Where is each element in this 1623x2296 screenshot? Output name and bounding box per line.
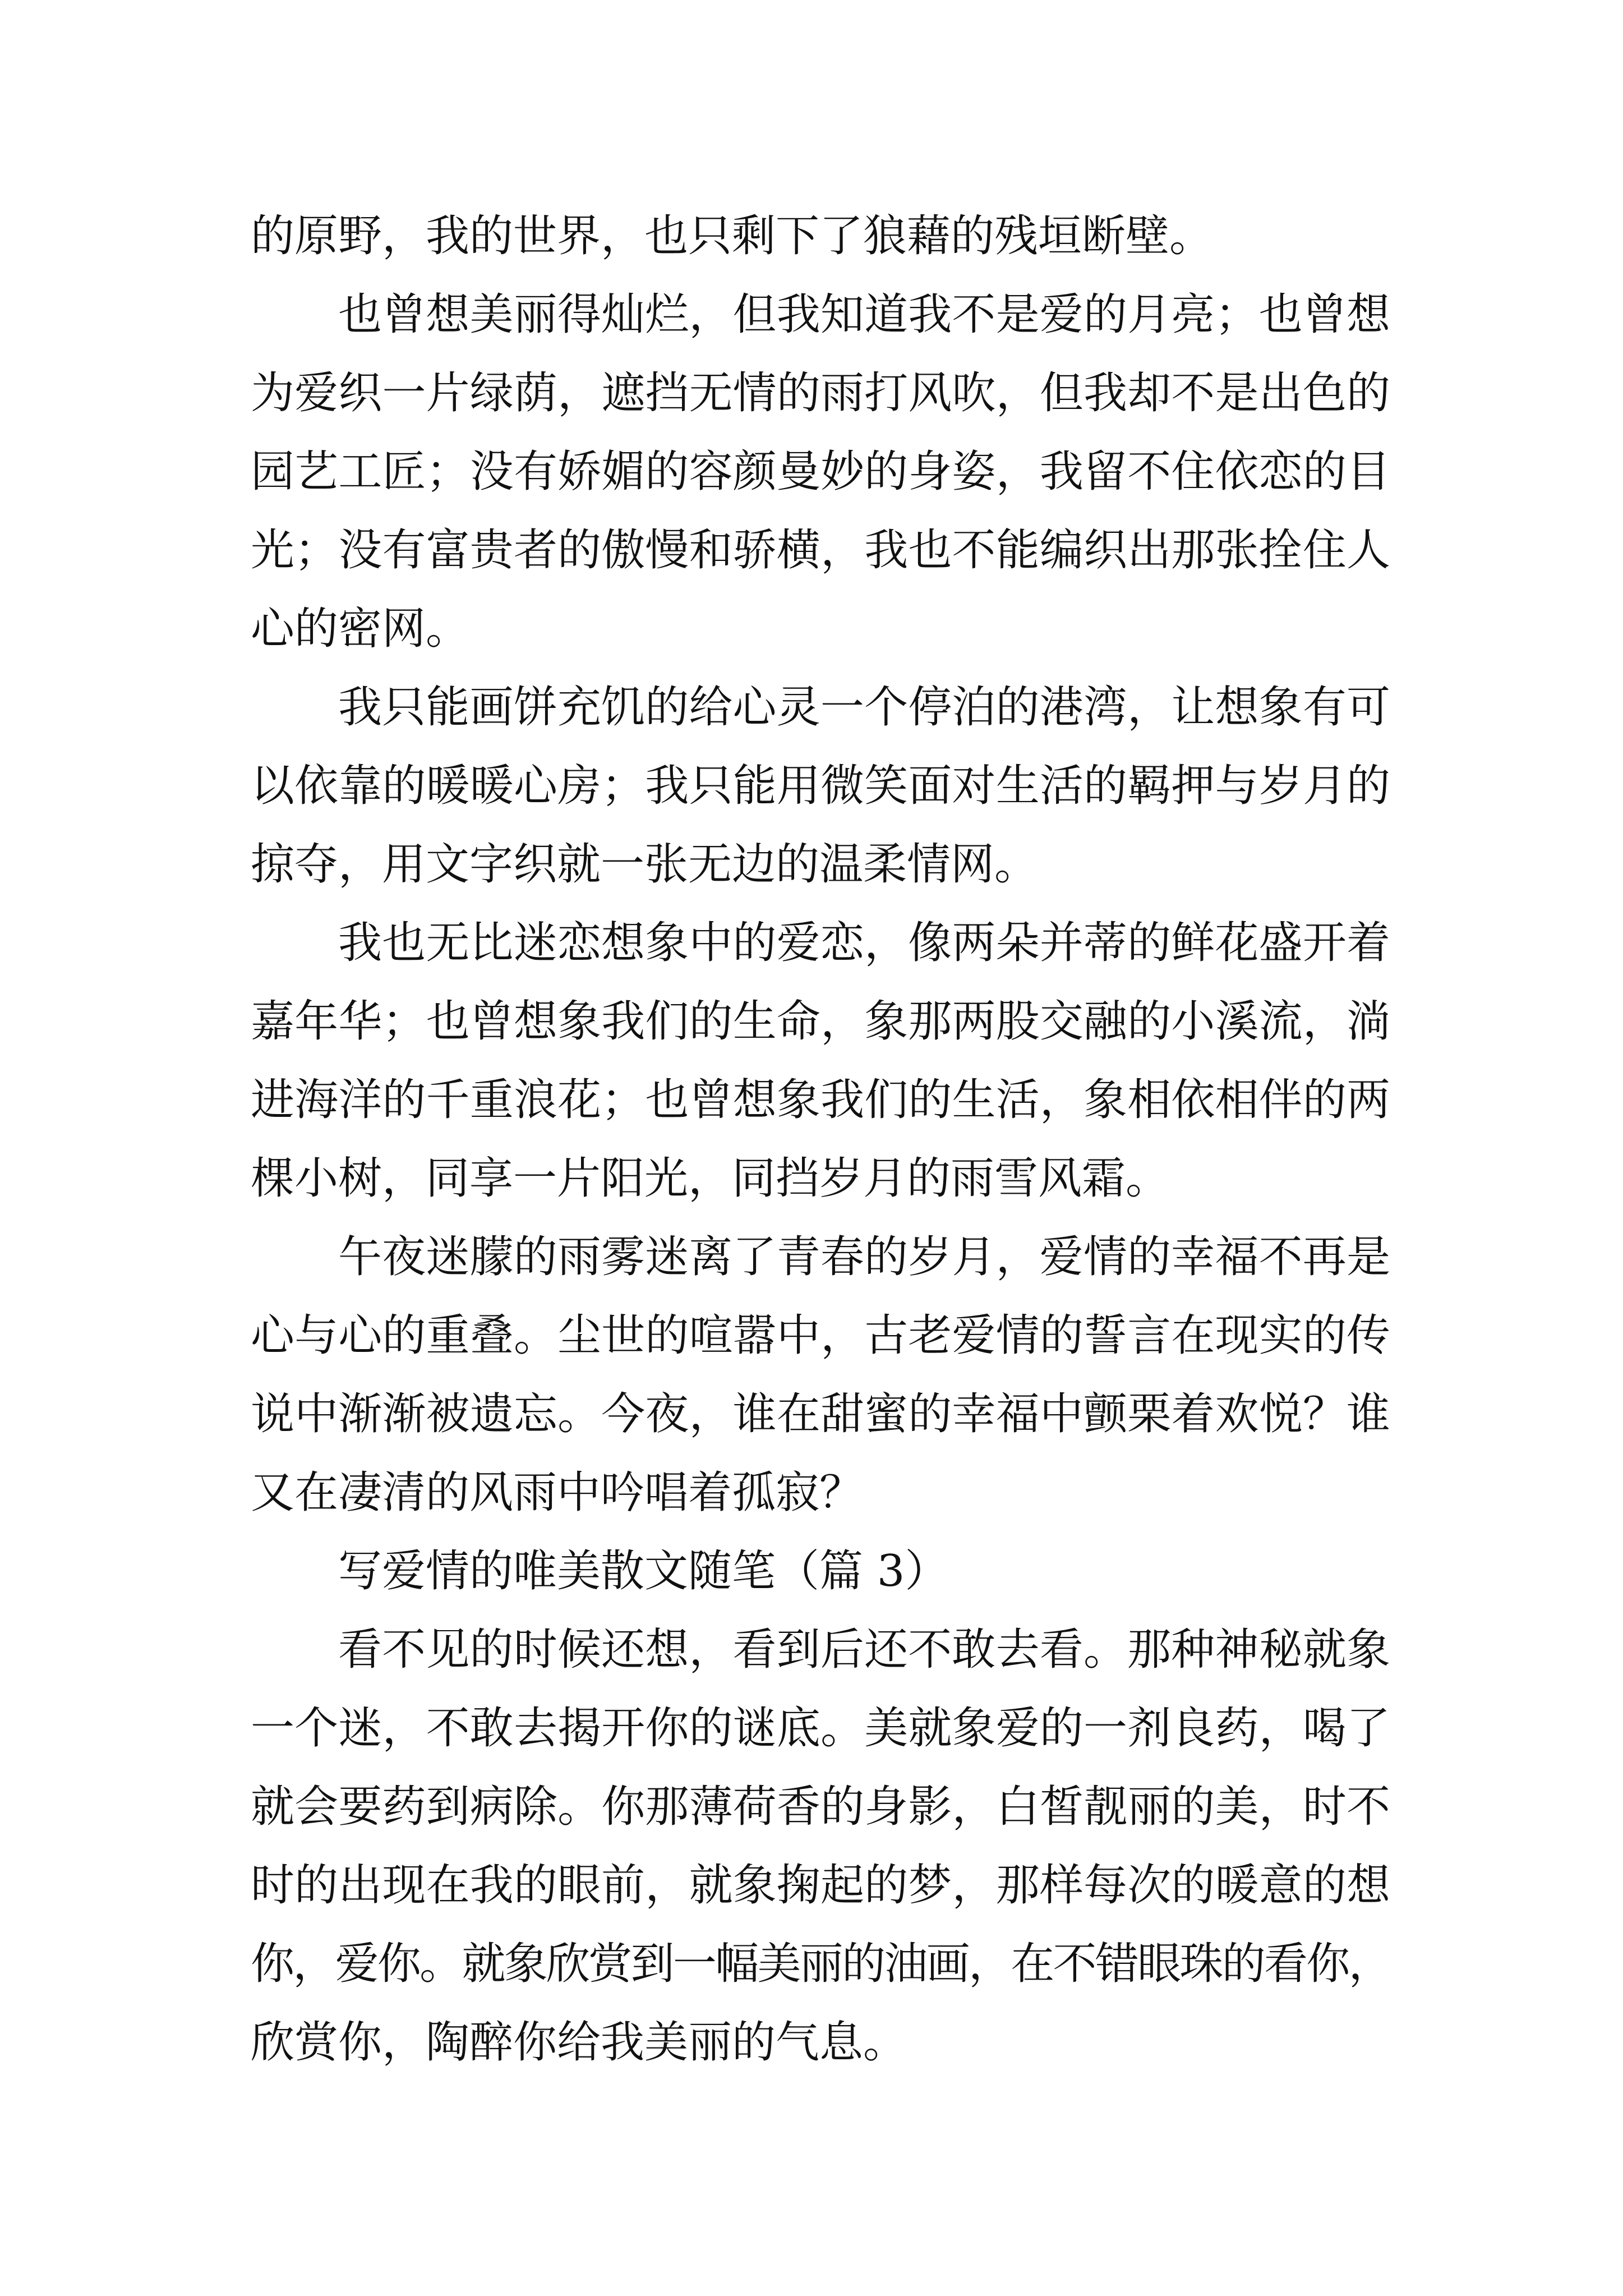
paragraph — [251, 197, 1390, 275]
text-line: 棵小树，同享一片阳光，同挡岁月的雨雪风霜。 — [251, 1153, 1170, 1204]
text-line: 光；没有富贵者的傲慢和骄横，我也不能编织出那张拴住人 — [251, 525, 1390, 576]
text-line: 嘉年华；也曾想象我们的生命，象那两股交融的小溪流，淌 — [251, 996, 1390, 1047]
text-line: 的原野，我的世界，也只剩下了狼藉的残垣断壁。 — [251, 211, 1214, 261]
section-heading-text: 写爱情的唯美散文随笔（篇 3） — [338, 1546, 949, 1596]
text-line: 为爱织一片绿荫，遮挡无情的雨打风吹，但我却不是出色的 — [251, 368, 1390, 418]
text-line: 进海洋的千重浪花；也曾想象我们的生活，象相依相伴的两 — [251, 1075, 1390, 1125]
text-line: 你，爱你。就象欣赏到一幅美丽的油画，在不错眼珠的看你， — [251, 1939, 1390, 1989]
text-line: 也曾想美丽得灿烂，但我知道我不是爱的月亮；也曾想 — [338, 289, 1390, 340]
text-line: 心的密网。 — [251, 604, 470, 654]
paragraph — [251, 1218, 1390, 1532]
text-line: 掠夺，用文字织就一张无边的温柔情网。 — [251, 839, 1039, 890]
text-line: 说中渐渐被遗忘。今夜，谁在甜蜜的幸福中颤栗着欢悦？谁 — [251, 1389, 1390, 1439]
text-line: 午夜迷朦的雨雾迷离了青春的岁月，爱情的幸福不再是 — [338, 1232, 1390, 1282]
paragraph — [251, 904, 1390, 1218]
section-heading — [251, 1532, 1390, 1611]
text-line: 又在凄清的风雨中吟唱着孤寂？ — [251, 1467, 864, 1518]
text-body — [251, 197, 1390, 2082]
paragraph — [251, 668, 1390, 904]
text-line: 我也无比迷恋想象中的爱恋，像两朵并蒂的鲜花盛开着 — [338, 918, 1390, 968]
text-line: 时的出现在我的眼前，就象掬起的梦，那样每次的暖意的想 — [251, 1860, 1390, 1911]
text-line: 就会要药到病除。你那薄荷香的身影，白皙靓丽的美，时不 — [251, 1782, 1390, 1832]
text-line: 园艺工匠；没有娇媚的容颜曼妙的身姿，我留不住依恋的目 — [251, 447, 1390, 497]
text-line: 心与心的重叠。尘世的喧嚣中，古老爱情的誓言在现实的传 — [251, 1310, 1390, 1361]
text-line: 一个迷，不敢去揭开你的谜底。美就象爱的一剂良药，喝了 — [251, 1703, 1390, 1754]
text-line: 看不见的时候还想，看到后还不敢去看。那种神秘就象 — [338, 1625, 1390, 1675]
text-line: 以依靠的暖暖心房；我只能用微笑面对生活的羁押与岁月的 — [251, 761, 1390, 811]
paragraph — [251, 275, 1390, 668]
text-line: 我只能画饼充饥的给心灵一个停泊的港湾，让想象有可 — [338, 682, 1390, 733]
paragraph — [251, 1611, 1390, 2082]
text-line: 欣赏你，陶醉你给我美丽的气息。 — [251, 2017, 907, 2068]
